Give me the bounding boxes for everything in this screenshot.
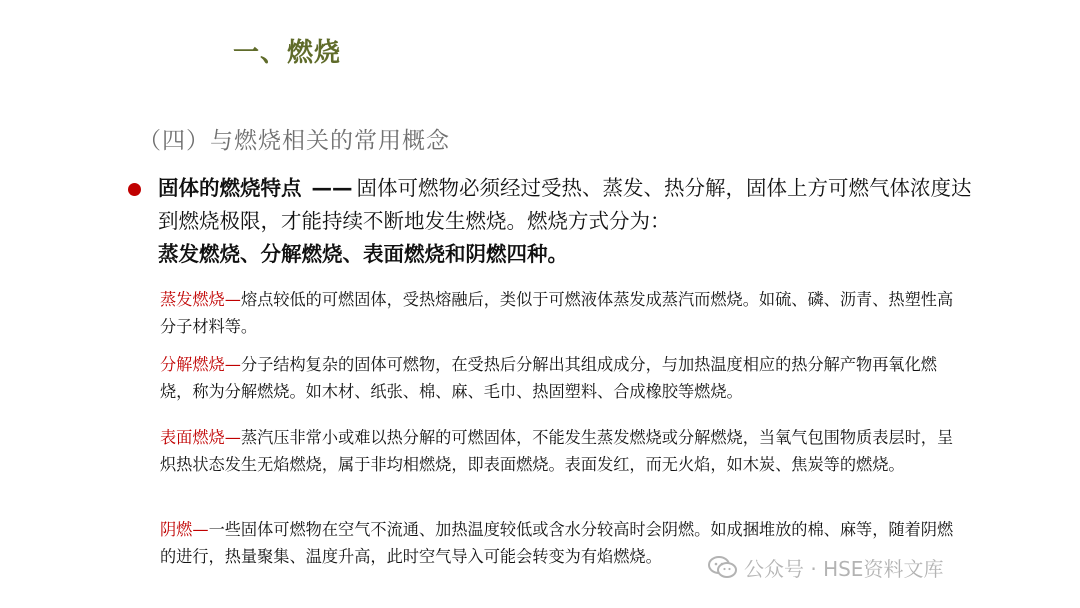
bullet-paragraph bbox=[158, 172, 978, 271]
watermark-text: 公众号 · HSE资料文库 bbox=[744, 557, 944, 581]
item-separator: — bbox=[192, 520, 209, 539]
bullet-strong-line: 蒸发燃烧、分解燃烧、表面燃烧和阴燃四种。 bbox=[158, 242, 568, 266]
item-separator: — bbox=[224, 355, 241, 374]
item-text: 分子结构复杂的固体可燃物，在受热后分解出其组成成分，与加热温度相应的热分解产物再氧化燃烧，称为分解燃烧。如木材、纸张、棉、麻、毛巾、热固塑料、合成橡胶等燃烧。 bbox=[160, 355, 937, 401]
wechat-icon bbox=[708, 555, 738, 581]
item-text: 蒸汽压非常小或难以热分解的可燃固体，不能发生蒸发燃烧或分解燃烧，当氧气包围物质表层时，呈炽热状态发生无焰燃烧，属于非均相燃烧，即表面燃烧。表面发红，而无火焰，如木炭、焦炭等的燃烧。 bbox=[160, 428, 954, 474]
bullet-dot-icon bbox=[128, 183, 141, 196]
item-term: 阴燃 bbox=[160, 520, 193, 539]
item-term: 蒸发燃烧 bbox=[160, 290, 225, 309]
item-text: 一些固体可燃物在空气不流通、加热温度较低或含水分较高时会阴燃。如成捆堆放的棉、麻等，随着阴燃的进行，热量聚集、温度升高，此时空气导入可能会转变为有焰燃烧。 bbox=[160, 520, 954, 566]
item-term: 表面燃烧 bbox=[160, 428, 225, 447]
section-title: 一、燃烧 bbox=[233, 38, 342, 68]
bullet-text: 固体可燃物必须经过受热、蒸发、热分解，固体上方可燃气体浓度达到燃烧极限，才能持续不断地发生燃烧。燃烧方式分为： bbox=[158, 176, 972, 233]
watermark bbox=[708, 553, 943, 582]
item-term: 分解燃烧 bbox=[160, 355, 225, 374]
definition-item-surface bbox=[160, 424, 960, 478]
slide-subtitle: （四）与燃烧相关的常用概念 bbox=[138, 128, 450, 154]
definition-item-decomposition bbox=[160, 351, 960, 405]
item-text: 熔点较低的可燃固体，受热熔融后，类似于可燃液体蒸发成蒸汽而燃烧。如硫、磷、沥青、热塑性高分子材料等。 bbox=[160, 290, 954, 336]
bullet-lead: 固体的燃烧特点 bbox=[158, 176, 302, 200]
definition-item-evaporation bbox=[160, 286, 960, 340]
item-separator: — bbox=[224, 290, 241, 309]
item-separator: — bbox=[224, 428, 241, 447]
bullet-dash: —— bbox=[311, 176, 353, 200]
